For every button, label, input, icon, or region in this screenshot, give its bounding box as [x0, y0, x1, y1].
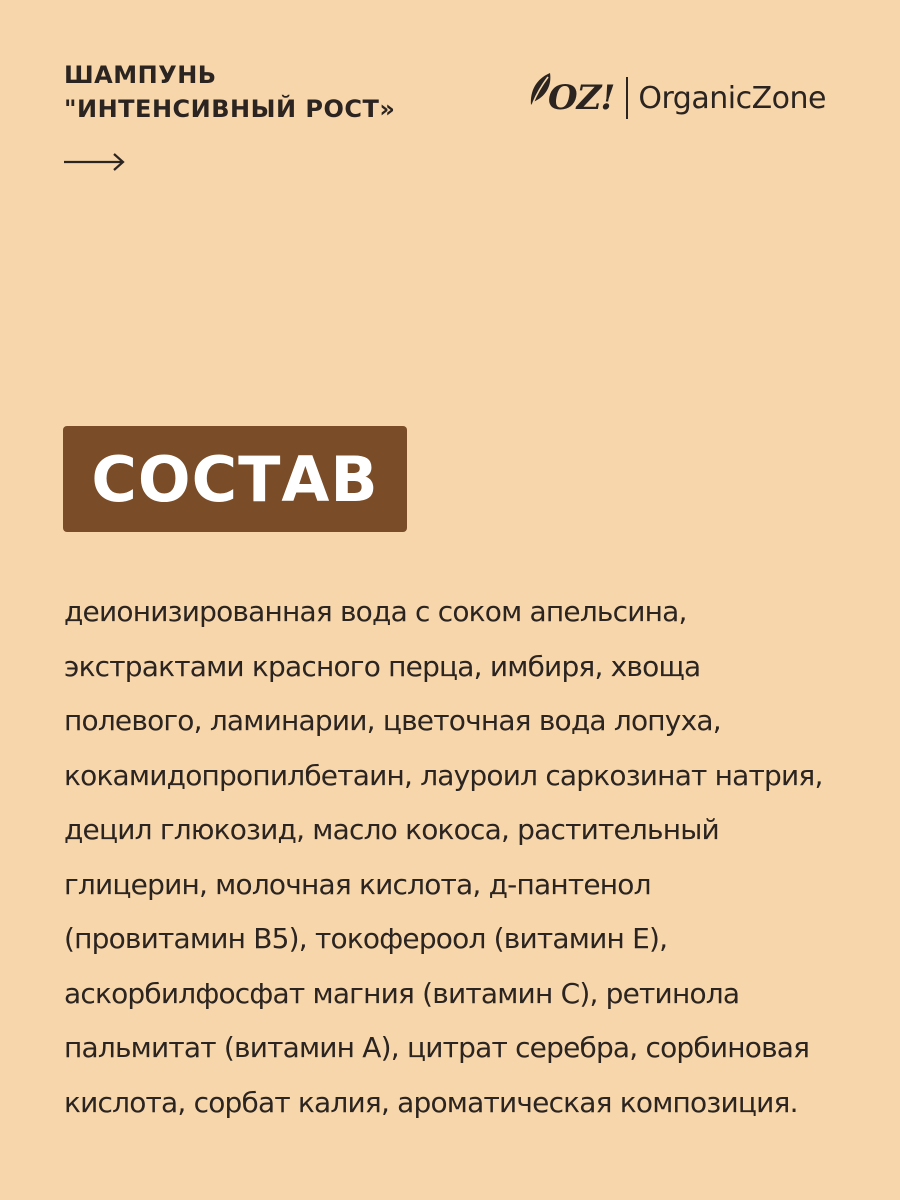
ingredient-line: глицерин, молочная кислота, д-пантенол: [64, 867, 651, 901]
product-title: [64, 58, 395, 126]
ingredients-text: [64, 585, 864, 1130]
ingredient-line: экстрактами красного перца, имбиря, хвоща: [64, 649, 701, 683]
ingredient-line: пальмитат (витамин А), цитрат серебра, сорбиновая: [64, 1031, 810, 1064]
logo-mark: OZ!: [548, 78, 615, 118]
ingredient-line: полевого, ламинарии, цветочная вода лопуха,: [64, 704, 721, 737]
ingredient-line: децил глюкозид, масло кокоса, растительный: [64, 813, 719, 846]
arrow-right-icon: [64, 152, 126, 172]
product-title-line-2: "ИНТЕНСИВНЫЙ РОСТ»: [64, 95, 396, 123]
ingredient-line: кокамидопропилбетаин, лауроил саркозинат натрия,: [64, 758, 823, 792]
logo-brand-name: OrganicZone: [638, 80, 826, 116]
composition-badge: [63, 426, 407, 532]
ingredient-line: деионизированная вода с соком апельсина,: [64, 595, 687, 628]
ingredient-line: кислота, сорбат калия, ароматическая композиция.: [64, 1085, 798, 1119]
composition-heading: СОСТАВ: [91, 442, 379, 516]
ingredient-line: (провитамин В5), токофероол (витамин Е),: [64, 922, 668, 955]
product-title-line-1: ШАМПУНЬ: [64, 61, 217, 89]
brand-logo: [528, 72, 826, 124]
ingredient-line: аскорбилфосфат магния (витамин С), ретинола: [64, 976, 740, 1010]
logo-divider: [626, 77, 628, 119]
